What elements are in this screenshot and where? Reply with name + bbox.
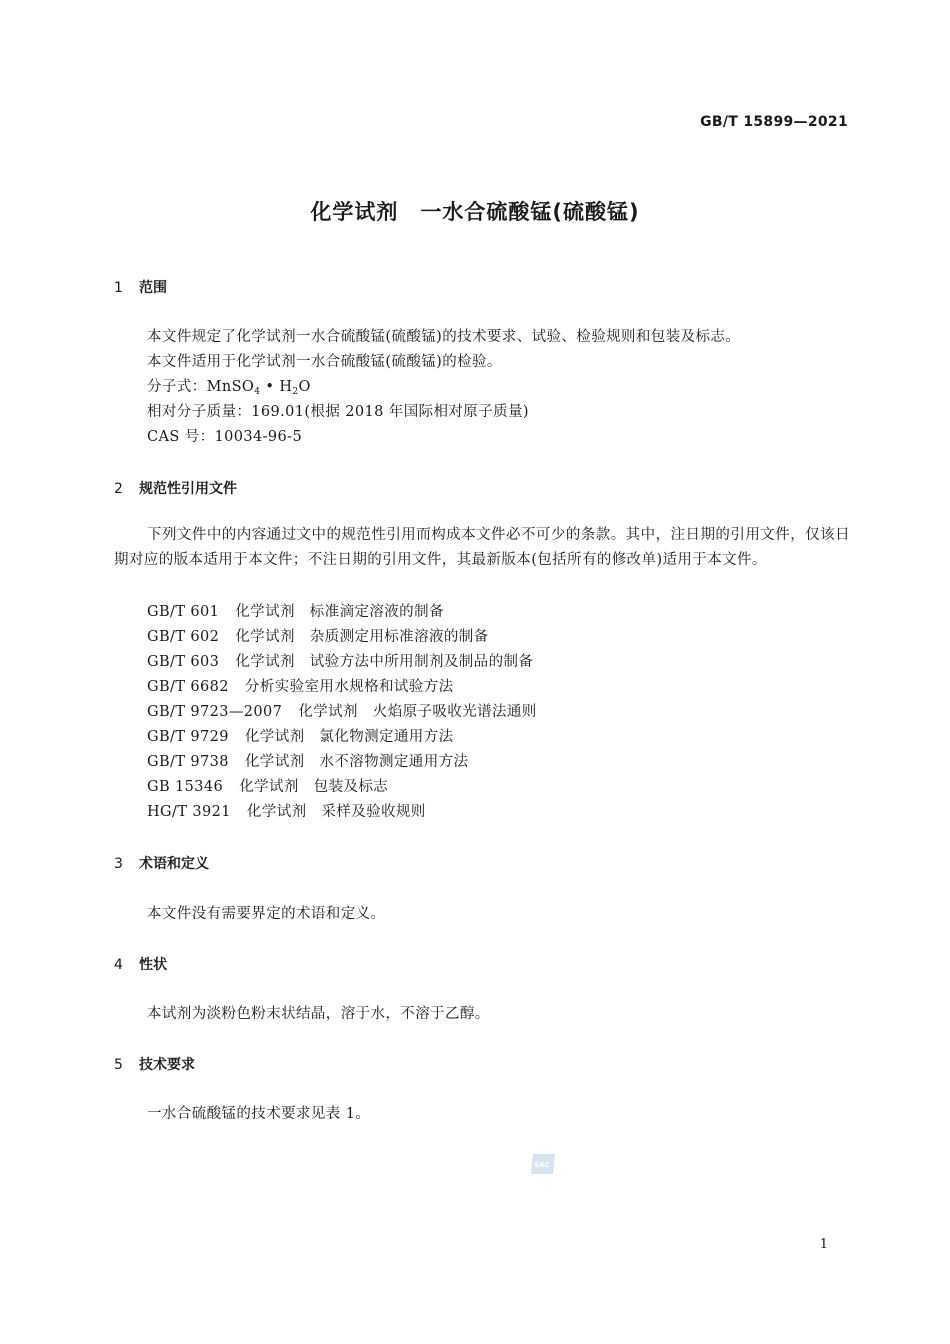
reference-item: GB/T 9729 化学试剂 氯化物测定通用方法 [147,729,454,745]
reference-item: HG/T 3921 化学试剂 采样及验收规则 [147,804,426,820]
document-title: 化学试剂 一水合硫酸锰(硫酸锰) [310,200,640,224]
section-1-heading [114,277,167,297]
section-title: 规范性引用文件 [139,481,237,497]
reference-item: GB 15346 化学试剂 包装及标志 [147,779,389,795]
section-number: 3 [114,856,123,872]
page-number: 1 [819,1237,828,1252]
reference-item: GB/T 6682 分析实验室用水规格和试验方法 [147,679,454,695]
reference-item: GB/T 602 化学试剂 杂质测定用标准溶液的制备 [147,629,489,645]
references-intro-paragraph: 下列文件中的内容通过文中的规范性引用而构成本文件必不可少的条款。其中，注日期的引用文件，仅该日期对应的版本适用于本文件；不注日期的引用文件，其最新版本(包括所有的修改单)适用于本文件。 [114,527,850,568]
section-number: 4 [114,957,123,973]
reference-item: GB/T 9723—2007 化学试剂 火焰原子吸收光谱法通则 [147,704,537,720]
standard-code: GB/T 15899—2021 [700,114,848,130]
molecular-weight: 相对分子质量：169.01(根据 2018 年国际相对原子质量) [147,404,529,420]
section-text: 本文件没有需要界定的术语和定义。 [147,906,386,922]
section-2-heading [114,478,237,498]
reference-item: GB/T 603 化学试剂 试验方法中所用制剂及制品的制备 [147,654,534,670]
section-title: 性状 [139,957,167,973]
reference-item: GB/T 9738 化学试剂 水不溶物测定通用方法 [147,754,469,770]
section-title: 范围 [139,280,167,296]
section-number: 2 [114,481,123,497]
section-text: 本试剂为淡粉色粉末状结晶，溶于水，不溶于乙醇。 [147,1006,490,1022]
section-number: 1 [114,280,123,296]
svg-text:SAC: SAC [534,1161,550,1169]
section-text: 一水合硫酸锰的技术要求见表 1。 [147,1106,371,1122]
scope-line: 本文件规定了化学试剂一水合硫酸锰(硫酸锰)的技术要求、试验、检验规则和包装及标志。 [147,329,741,345]
section-title: 技术要求 [139,1057,195,1073]
section-3-heading [114,853,209,873]
sac-logo-icon [529,1152,557,1176]
section-5-heading [114,1054,195,1074]
section-title: 术语和定义 [139,856,209,872]
section-number: 5 [114,1057,123,1073]
reference-item: GB/T 601 化学试剂 标准滴定溶液的制备 [147,604,444,620]
cas-number: CAS 号：10034-96-5 [147,429,303,445]
molecular-formula: 分子式：MnSO$_4$ • $H_2O$ [147,379,311,397]
section-4-heading [114,954,167,974]
scope-line: 本文件适用于化学试剂一水合硫酸锰(硫酸锰)的检验。 [147,354,502,370]
